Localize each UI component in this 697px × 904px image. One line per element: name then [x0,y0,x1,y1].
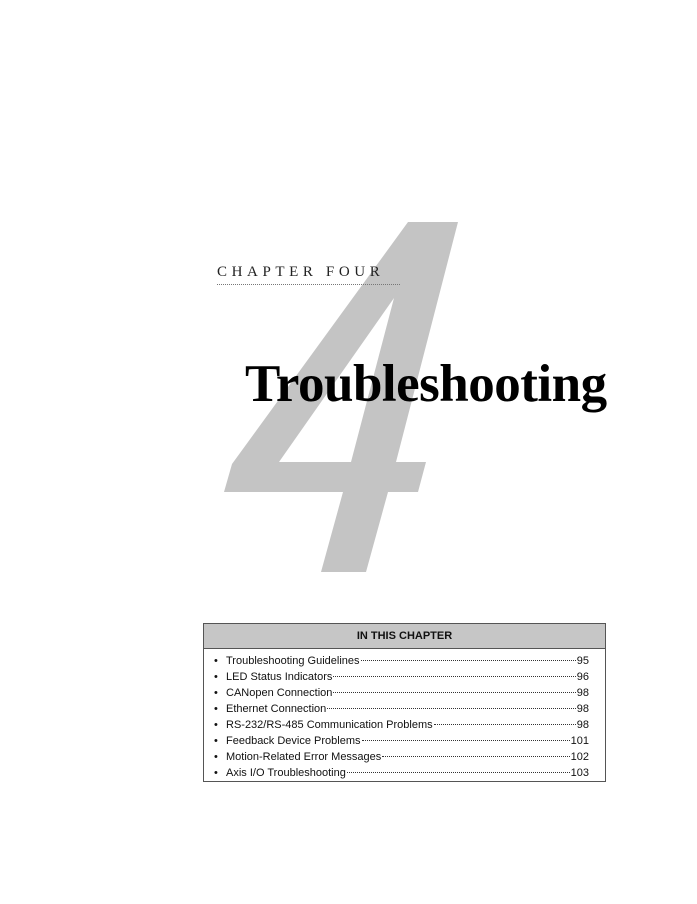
toc-item-title: LED Status Indicators [226,671,333,683]
chapter-title: Troubleshooting [245,355,607,413]
toc-item-title: RS-232/RS-485 Communication Problems [226,719,433,731]
toc-item[interactable] [214,733,589,749]
toc-item-page: 95 [576,655,589,667]
toc-item-title: CANopen Connection [226,687,333,699]
toc-list [204,649,605,781]
toc-item-page: 98 [576,703,589,715]
toc-dot-leader [347,772,570,773]
bullet-icon: • [214,687,218,699]
bullet-icon: • [214,719,218,731]
toc-item[interactable] [214,685,589,701]
bullet-icon: • [214,703,218,715]
toc-item-title: Feedback Device Problems [226,735,361,747]
toc-dot-leader [333,692,575,693]
toc-item-page: 98 [576,719,589,731]
toc-item-page: 98 [576,687,589,699]
toc-item-title: Ethernet Connection [226,703,327,715]
bullet-icon: • [214,655,218,667]
bullet-icon: • [214,671,218,683]
toc-dot-leader [327,708,575,709]
toc-item-page: 103 [570,767,589,779]
toc-dot-leader [333,676,575,677]
toc-item-title: Axis I/O Troubleshooting [226,767,346,779]
bullet-icon: • [214,767,218,779]
toc-item[interactable] [214,701,589,717]
toc-item[interactable] [214,765,589,781]
toc-dot-leader [434,724,576,725]
in-this-chapter-box [203,623,606,782]
toc-item-title: Troubleshooting Guidelines [226,655,360,667]
toc-item-title: Motion-Related Error Messages [226,751,382,763]
toc-item[interactable] [214,749,589,765]
chapter-label: CHAPTER FOUR [217,264,385,280]
toc-item-page: 102 [570,751,589,763]
chapter-label-rule [217,284,400,285]
toc-item[interactable] [214,653,589,669]
toc-heading: IN THIS CHAPTER [204,624,605,649]
toc-dot-leader [361,660,576,661]
toc-item-page: 96 [576,671,589,683]
toc-item[interactable] [214,669,589,685]
toc-item[interactable] [214,717,589,733]
bullet-icon: • [214,735,218,747]
toc-dot-leader [362,740,570,741]
toc-item-page: 101 [570,735,589,747]
toc-dot-leader [382,756,569,757]
bullet-icon: • [214,751,218,763]
